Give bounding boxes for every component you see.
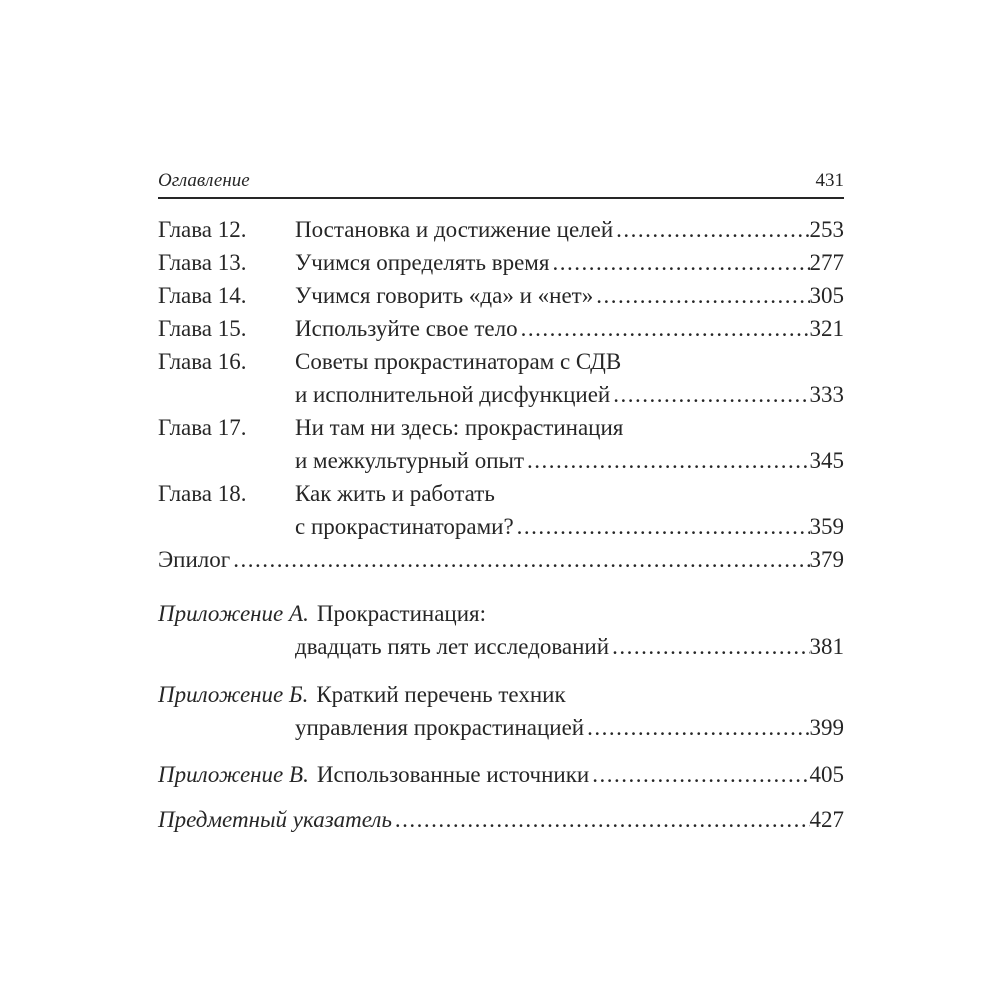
toc-entry-subject-index <box>158 803 844 836</box>
dot-leader <box>524 444 809 477</box>
page-number: 399 <box>809 715 844 740</box>
toc-entry-appendix-b-cont <box>158 711 844 744</box>
appendix-title-continued: управления прокрастинацией <box>295 715 585 740</box>
toc-entry-appendix-a <box>158 597 844 630</box>
chapter-label: Глава 12. <box>158 217 247 242</box>
appendix-title: Использованные источники <box>316 762 590 787</box>
toc-entry-chapter-15 <box>158 312 844 345</box>
toc-entry-chapter-17 <box>158 411 844 444</box>
chapter-label: Глава 16. <box>158 349 247 374</box>
dot-leader <box>518 312 810 345</box>
chapter-label: Глава 15. <box>158 316 247 341</box>
running-header <box>158 170 844 199</box>
toc-entry-chapter-14 <box>158 279 844 312</box>
dot-leader <box>610 378 809 411</box>
appendix-label: Приложение В. <box>158 762 309 787</box>
toc-entry-epilog <box>158 543 844 576</box>
dot-leader <box>584 711 809 744</box>
dot-leader <box>392 803 810 836</box>
dot-leader <box>609 630 809 663</box>
chapter-title: Учимся говорить «да» и «нет» <box>295 283 594 308</box>
toc-entry-chapter-18-cont <box>158 510 844 543</box>
toc-entry-chapter-16 <box>158 345 844 378</box>
chapter-title: Постановка и достижение целей <box>295 217 614 242</box>
appendix-title: Прокрастинация: <box>316 601 486 626</box>
page-number: 359 <box>809 514 844 539</box>
chapter-title: Ни там ни здесь: прокрастинация <box>295 415 624 440</box>
chapter-label: Глава 17. <box>158 415 247 440</box>
page-number: 345 <box>809 448 844 473</box>
page-number: 427 <box>809 807 844 832</box>
dot-leader <box>589 758 809 791</box>
toc-entry-appendix-a-cont <box>158 630 844 663</box>
index-title: Предметный указатель <box>158 807 392 832</box>
page-number: 253 <box>809 217 844 242</box>
toc-content <box>158 170 844 836</box>
chapter-title: Учимся определять время <box>295 250 550 275</box>
header-page-number: 431 <box>815 170 844 191</box>
toc-entry-chapter-17-cont <box>158 444 844 477</box>
epilog-title: Эпилог <box>158 547 231 572</box>
page-title: Оглавление <box>158 170 250 191</box>
page-number: 381 <box>809 634 844 659</box>
toc-entry-chapter-12 <box>158 213 844 246</box>
dot-leader <box>514 510 810 543</box>
page-number: 405 <box>809 762 844 787</box>
appendix-title-continued: двадцать пять лет исследований <box>295 634 610 659</box>
toc-entry-chapter-13 <box>158 246 844 279</box>
page-number: 305 <box>809 283 844 308</box>
chapter-label: Глава 13. <box>158 250 247 275</box>
dot-leader <box>230 543 809 576</box>
toc-entry-chapter-16-cont <box>158 378 844 411</box>
chapter-label: Глава 14. <box>158 283 247 308</box>
dot-leader <box>613 213 809 246</box>
chapter-title: Как жить и работать <box>295 481 495 506</box>
page-number: 321 <box>809 316 844 341</box>
appendix-label: Приложение А. <box>158 601 309 626</box>
chapter-title-continued: и межкультурный опыт <box>295 448 525 473</box>
page-number: 277 <box>809 250 844 275</box>
chapter-title: Используйте свое тело <box>295 316 518 341</box>
dot-leader <box>593 279 809 312</box>
page-number: 333 <box>809 382 844 407</box>
chapter-title-continued: и исполнительной дисфункцией <box>295 382 611 407</box>
chapter-title: Советы прокрастинаторам с СДВ <box>295 349 622 374</box>
appendix-title: Краткий перечень техник <box>316 682 566 707</box>
toc-entry-appendix-b <box>158 678 844 711</box>
appendix-label: Приложение Б. <box>158 682 309 707</box>
chapter-title-continued: с прокрастинаторами? <box>295 514 514 539</box>
dot-leader <box>549 246 809 279</box>
table-of-contents <box>158 213 844 836</box>
page-number: 379 <box>809 547 844 572</box>
toc-entry-appendix-v <box>158 758 844 791</box>
toc-entry-chapter-18 <box>158 477 844 510</box>
chapter-label: Глава 18. <box>158 481 247 506</box>
